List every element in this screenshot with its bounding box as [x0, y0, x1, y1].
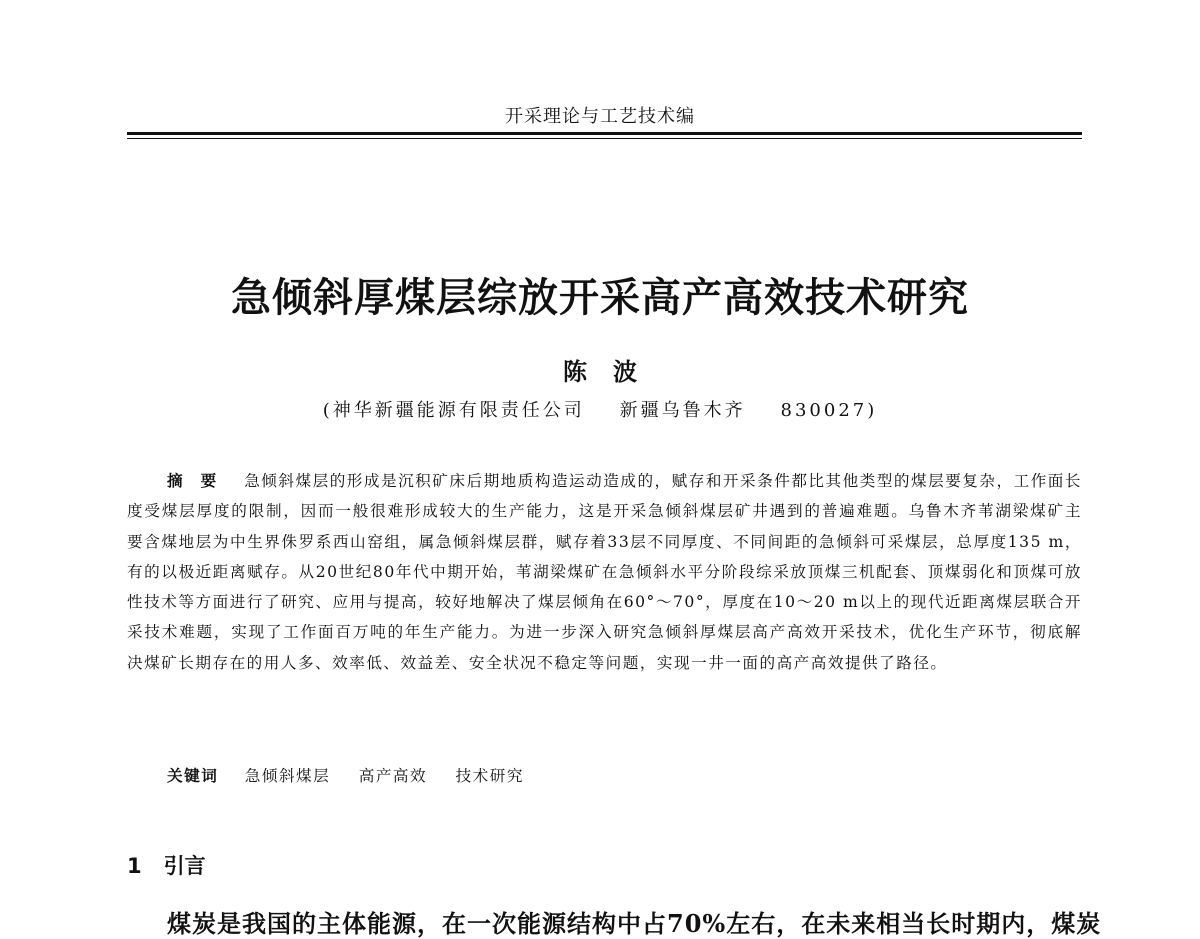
- section-number: 1: [127, 854, 142, 878]
- header-rule-thick: [127, 132, 1082, 135]
- section-title: 引言: [163, 854, 206, 878]
- header-rule-thin: [127, 138, 1082, 139]
- body-text-first-line: 煤炭是我国的主体能源，在一次能源结构中占70%左右，在未来相当长时期内，煤炭: [167, 909, 1102, 938]
- keywords: [167, 764, 546, 786]
- abstract-label: 摘要: [167, 472, 235, 490]
- keywords-label: 关键词: [167, 767, 219, 785]
- author-affiliation: (神华新疆能源有限责任公司 新疆乌鲁木齐 830027): [322, 400, 878, 421]
- keyword-item: 急倾斜煤层: [244, 767, 331, 785]
- paper-title: 急倾斜厚煤层综放开采高产高效技术研究: [231, 275, 969, 321]
- keyword-item: 高产高效: [358, 767, 428, 785]
- running-header: 开采理论与工艺技术编: [505, 106, 695, 127]
- section-heading: [127, 850, 206, 880]
- abstract: [127, 466, 1082, 678]
- abstract-text: 急倾斜煤层的形成是沉积矿床后期地质构造运动造成的，赋存和开采条件都比其他类型的煤层要复杂，工作面长度受煤层厚度的限制，因而一般很难形成较大的生产能力，这是开采急倾斜煤层矿井遇到的普遍难题。乌鲁木齐苇湖梁煤矿主要含煤地层为中生界侏罗系西山窑组，属急倾斜煤层群，赋存着33层不同厚度、不同间距的急倾斜可采煤层，总厚度135 m，有的以极近距离赋存。从20世纪80年代中期开始，苇湖梁煤矿在急倾斜水平分阶段综采放顶煤三机配套、顶煤弱化和顶煤可放性技术等方面进行了研究、应用与提高，较好地解决了煤层倾角在60°～70°，厚度在10～20 m以上的现代近距离煤层联合开采技术难题，实现了工作面百万吨的年生产能力。为进一步深入研究急倾斜厚煤层高产高效开采技术，优化生产环节，彻底解决煤矿长期存在的用人多、效率低、效益差、安全状况不稳定等问题，实现一井一面的高产高效提供了路径。: [127, 472, 1082, 672]
- author-name: 陈波: [563, 357, 663, 386]
- keyword-item: 技术研究: [455, 767, 524, 785]
